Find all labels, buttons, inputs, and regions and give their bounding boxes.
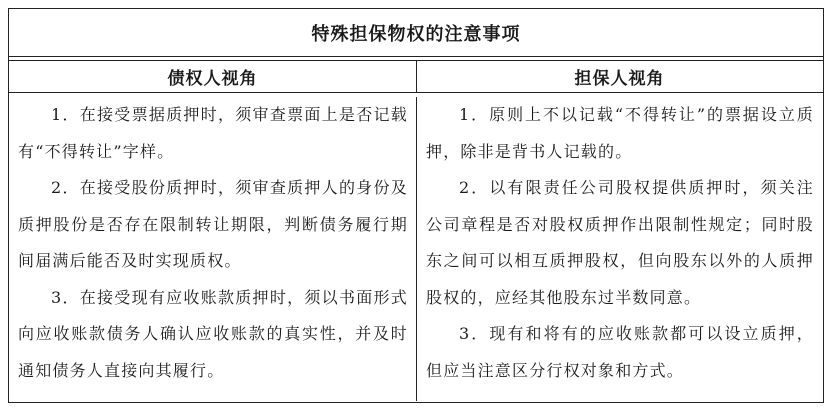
guarantor-item-3: 3．现有和将有的应收账款都可以设立质押，但应当注意区分行权对象和方式。 [426, 324, 814, 380]
creditor-item-1: 1．在接受票据质押时，须审查票面上是否记载有“不得转让”字样。 [18, 105, 408, 161]
notes-table [8, 8, 824, 403]
header-row [9, 61, 823, 93]
guarantor-item-1: 1．原则上不以记载“不得转让”的票据设立质押，除非是背书人记载的。 [426, 105, 814, 161]
creditor-cell [9, 97, 417, 401]
table-title: 特殊担保物权的注意事项 [9, 9, 823, 57]
creditor-item-3: 3．在接受现有应收账款质押时，须以书面形式向应收账款债务人确认应收账款的真实性，并及时通知债务人直接向其履行。 [18, 287, 408, 380]
creditor-header: 债权人视角 [9, 61, 417, 92]
creditor-item-2: 2．在接受股份质押时，须审查质押人的身份及质押股份是否存在限制转让期限，判断债务履行期间届满后能否及时实现质权。 [18, 178, 408, 270]
guarantor-cell [417, 97, 822, 401]
guarantor-item-2: 2．以有限责任公司股权提供质押时，须关注公司章程是否对股权质押作出限制性规定；同时股东之间可以相互质押股权，但向股东以外的人质押股权的，应经其他股东过半数同意。 [426, 178, 814, 307]
body-row [9, 93, 823, 401]
guarantor-header: 担保人视角 [574, 69, 665, 89]
